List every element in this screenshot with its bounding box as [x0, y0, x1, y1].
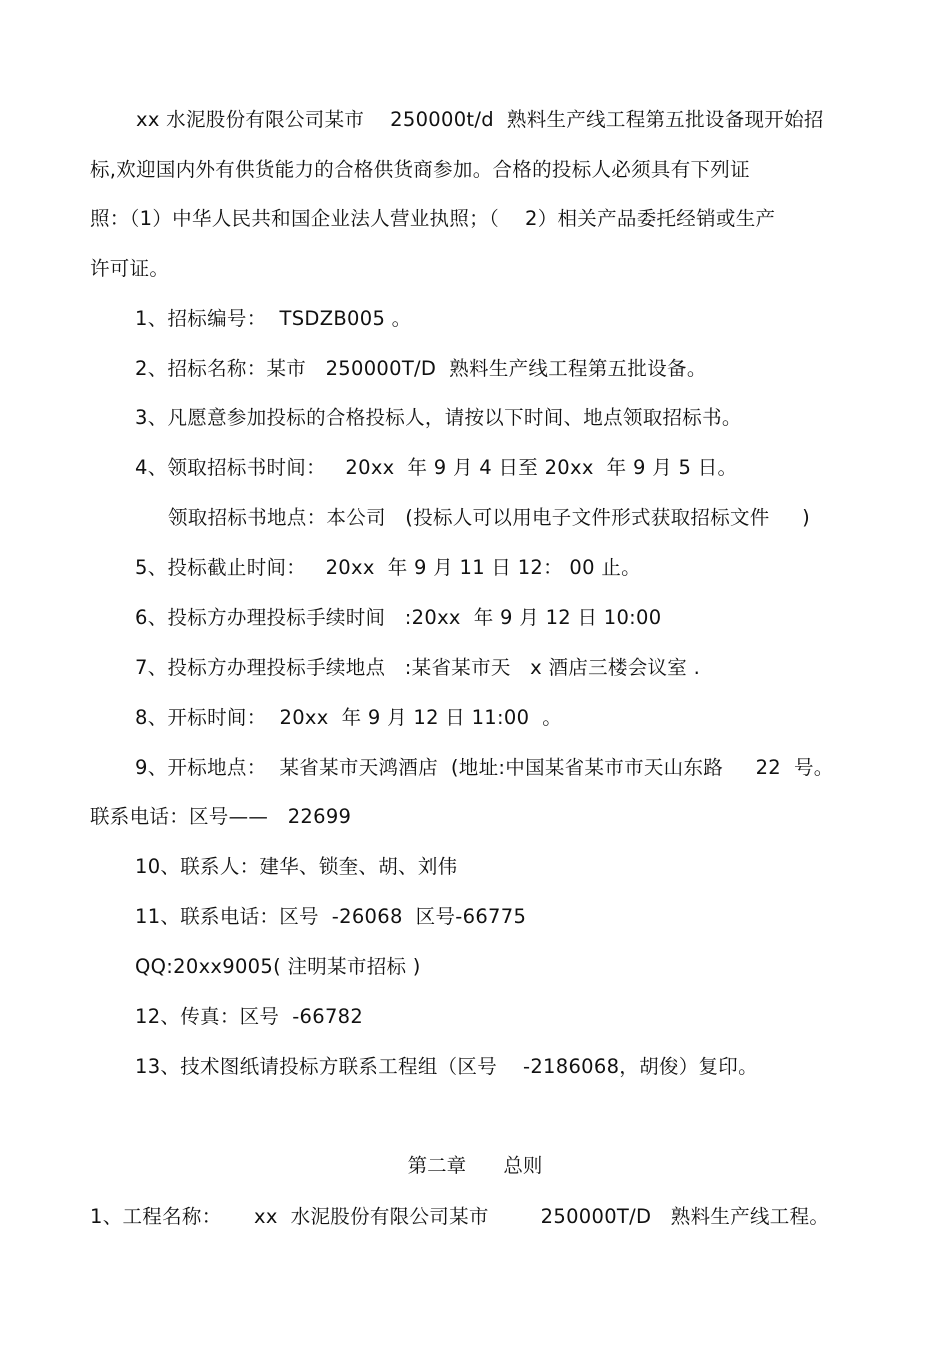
- item-4: 4、领取招标书时间： 20xx 年 9 月 4 日至 20xx 年 9 月 5 日。: [135, 456, 738, 479]
- chapter-title: 第二章 总则: [407, 1154, 543, 1177]
- item-6: 6、投标方办理投标手续时间 :20xx 年 9 月 12 日 10:00: [135, 606, 662, 629]
- item-7: 7、投标方办理投标手续地点 :某省某市天 x 酒店三楼会议室 .: [135, 656, 701, 679]
- item-9: 9、开标地点： 某省某市天鸿酒店 (地址:中国某省某市市天山东路 22 号。: [135, 756, 834, 779]
- item-12: 12、传真：区号 -66782: [135, 1005, 364, 1028]
- item-3: 3、凡愿意参加投标的合格投标人，请按以下时间、地点领取招标书。: [135, 406, 742, 429]
- item-11-qq: QQ:20xx9005( 注明某市招标 ): [135, 955, 421, 978]
- intro-line-1: xx 水泥股份有限公司某市 250000t/d 熟料生产线工程第五批设备现开始招: [136, 108, 824, 131]
- item-11: 11、联系电话：区号 -26068 区号-66775: [135, 905, 527, 928]
- item-4-location: 领取招标书地点：本公司 (投标人可以用电子文件形式获取招标文件 ): [168, 506, 811, 529]
- item-8: 8、开标时间： 20xx 年 9 月 12 日 11:00 。: [135, 706, 563, 729]
- intro-line-4: 许可证。: [90, 257, 170, 280]
- chapter-item-1: 1、工程名称： xx 水泥股份有限公司某市 250000T/D 熟料生产线工程。: [90, 1205, 830, 1228]
- item-1: 1、招标编号： TSDZB005 。: [135, 307, 412, 330]
- intro-line-3: 照：（1）中华人民共和国企业法人营业执照；（ 2）相关产品委托经销或生产: [90, 207, 776, 230]
- item-13: 13、技术图纸请投标方联系工程组（区号 -2186068，胡俊）复印。: [135, 1055, 758, 1078]
- item-5: 5、投标截止时间： 20xx 年 9 月 11 日 12： 00 止。: [135, 556, 641, 579]
- intro-line-2: 标,欢迎国内外有供货能力的合格供货商参加。合格的投标人必须具有下列证: [90, 158, 750, 181]
- item-2: 2、招标名称：某市 250000T/D 熟料生产线工程第五批设备。: [135, 357, 707, 380]
- item-10: 10、联系人：建华、锁奎、胡、刘伟: [135, 855, 458, 878]
- item-9-phone: 联系电话：区号—— 22699: [90, 805, 352, 828]
